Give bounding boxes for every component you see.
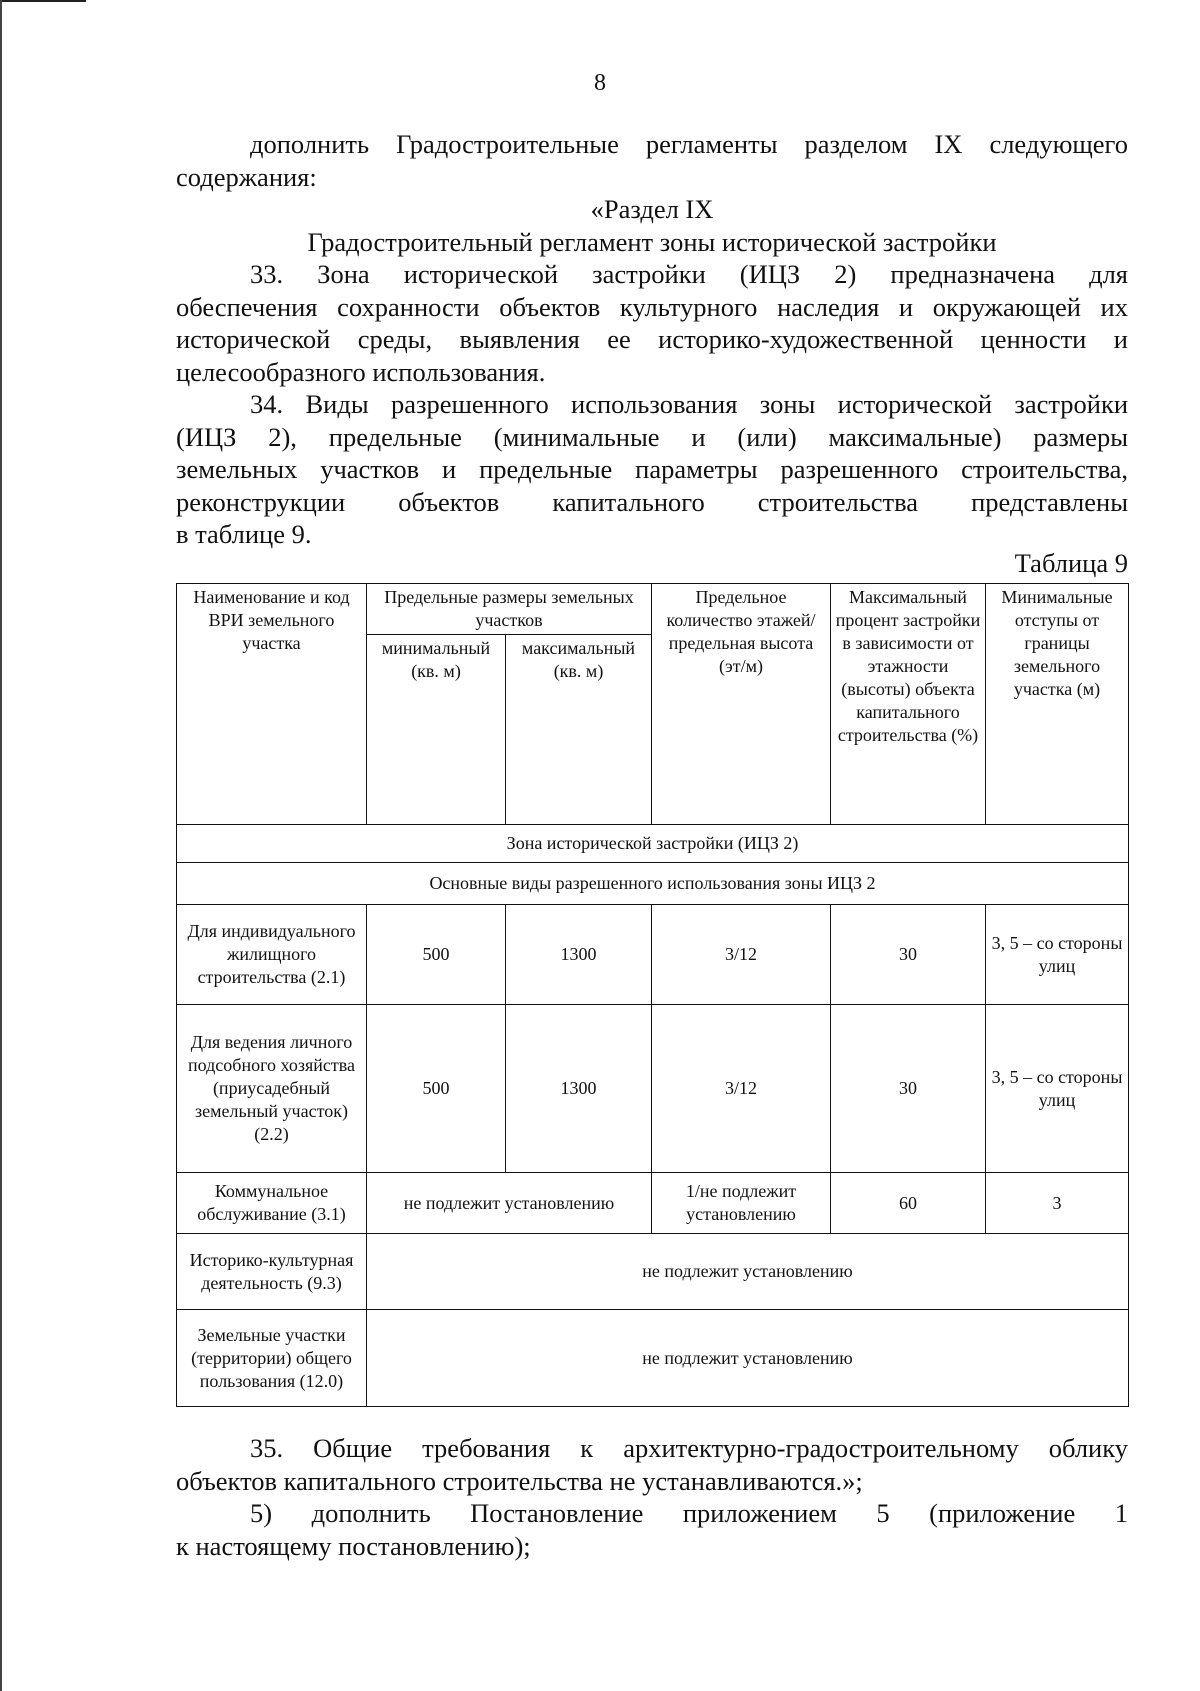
- row2-min: 500: [367, 1005, 506, 1173]
- row2-setbacks: 3, 5 – со стороны улиц: [986, 1005, 1129, 1173]
- section-title: Градостроительный регламент зоны исторической застройки: [307, 226, 997, 257]
- row5-name: Земельные участки (территории) общего пользования (12.0): [177, 1310, 367, 1407]
- row1-floors: 3/12: [652, 905, 831, 1005]
- header-floors: Предельное количество этажей/предельная высота (эт/м): [652, 584, 831, 825]
- item5-line-1: 5) дополнить Постановление приложением 5 (приложение 1: [250, 1498, 1128, 1528]
- item5-line-2: к настоящему постановлению);: [176, 1530, 531, 1561]
- body-bottom: [176, 1432, 1128, 1562]
- row2-name: Для ведения личного подсобного хозяйства (приусадебный земельный участок) (2.2): [177, 1005, 367, 1173]
- para34-line-5: в таблице 9.: [176, 519, 312, 549]
- page-number: 8: [594, 70, 606, 96]
- intro-line-1: дополнить Градостроительные регламенты разделом IX следующего: [250, 129, 1128, 159]
- main-types-row: Основные виды разрешенного использования зоны ИЦЗ 2: [177, 863, 1129, 905]
- row3-coverage: 60: [831, 1173, 986, 1234]
- row1-max: 1300: [506, 905, 652, 1005]
- header-plot-sizes: Предельные размеры земельных участков: [367, 584, 652, 635]
- table-row: [177, 1310, 1129, 1407]
- row1-coverage: 30: [831, 905, 986, 1005]
- row3-size-merged: не подлежит установлению: [367, 1173, 652, 1234]
- para33-line-4: целесообразного использования.: [176, 356, 546, 387]
- intro-line-2: содержания:: [176, 161, 317, 192]
- header-name: Наименование и код ВРИ земельного участка: [177, 584, 367, 825]
- section-heading: «Раздел IX: [590, 194, 714, 224]
- row2-max: 1300: [506, 1005, 652, 1173]
- table-caption: Таблица 9: [1014, 548, 1128, 578]
- table-row: [177, 905, 1129, 1005]
- header-max: максимальный (кв. м): [506, 635, 652, 825]
- row4-name: Историко-культурная деятельность (9.3): [177, 1234, 367, 1310]
- zone-row: Зона исторической застройки (ИЦЗ 2): [177, 825, 1129, 863]
- para34-line-3: земельных участков и предельные параметры разрешенного строительства,: [176, 454, 1128, 484]
- row1-name: Для индивидуального жилищного строительства (2.1): [177, 905, 367, 1005]
- row4-merged: не подлежит установлению: [367, 1234, 1129, 1310]
- row3-name: Коммунальное обслуживание (3.1): [177, 1173, 367, 1234]
- row1-min: 500: [367, 905, 506, 1005]
- row5-merged: не подлежит установлению: [367, 1310, 1129, 1407]
- regulation-table: [176, 583, 1129, 1407]
- table-row: [177, 1173, 1129, 1234]
- header-min: минимальный (кв. м): [367, 635, 506, 825]
- para35-line-1: 35. Общие требования к архитектурно-градостроительному облику: [250, 1433, 1128, 1463]
- para34-line-1: 34. Виды разрешенного использования зоны исторической застройки: [250, 389, 1128, 419]
- body-top: [176, 128, 1128, 551]
- para34-line-2: (ИЦЗ 2), предельные (минимальные и (или) максимальные) размеры: [176, 421, 1128, 452]
- para33-line-3: исторической среды, выявления ее историко-художественной ценности и: [176, 324, 1128, 354]
- row2-coverage: 30: [831, 1005, 986, 1173]
- table-row: [177, 1005, 1129, 1173]
- scan-edge-top: [0, 0, 86, 2]
- table-row: [177, 1234, 1129, 1310]
- para33-line-2: обеспечения сохранности объектов культурного наследия и окружающей их: [176, 291, 1128, 322]
- para34-line-4: реконструкции объектов капитального строительства представлены: [176, 486, 1128, 517]
- para35-line-2: объектов капитального строительства не устанавливаются.»;: [176, 1465, 863, 1496]
- row1-setbacks: 3, 5 – со стороны улиц: [986, 905, 1129, 1005]
- scan-edge-left: [0, 0, 2, 1691]
- row3-floors: 1/не подлежит установлению: [652, 1173, 831, 1234]
- row3-setbacks: 3: [986, 1173, 1129, 1234]
- para33-line-1: 33. Зона исторической застройки (ИЦЗ 2) предназначена для: [250, 259, 1128, 289]
- row2-floors: 3/12: [652, 1005, 831, 1173]
- header-setbacks: Минимальные отступы от границы земельного участка (м): [986, 584, 1129, 825]
- header-coverage: Максимальный процент застройки в зависимости от этажности (высоты) объекта капитального строительства (%): [831, 584, 986, 825]
